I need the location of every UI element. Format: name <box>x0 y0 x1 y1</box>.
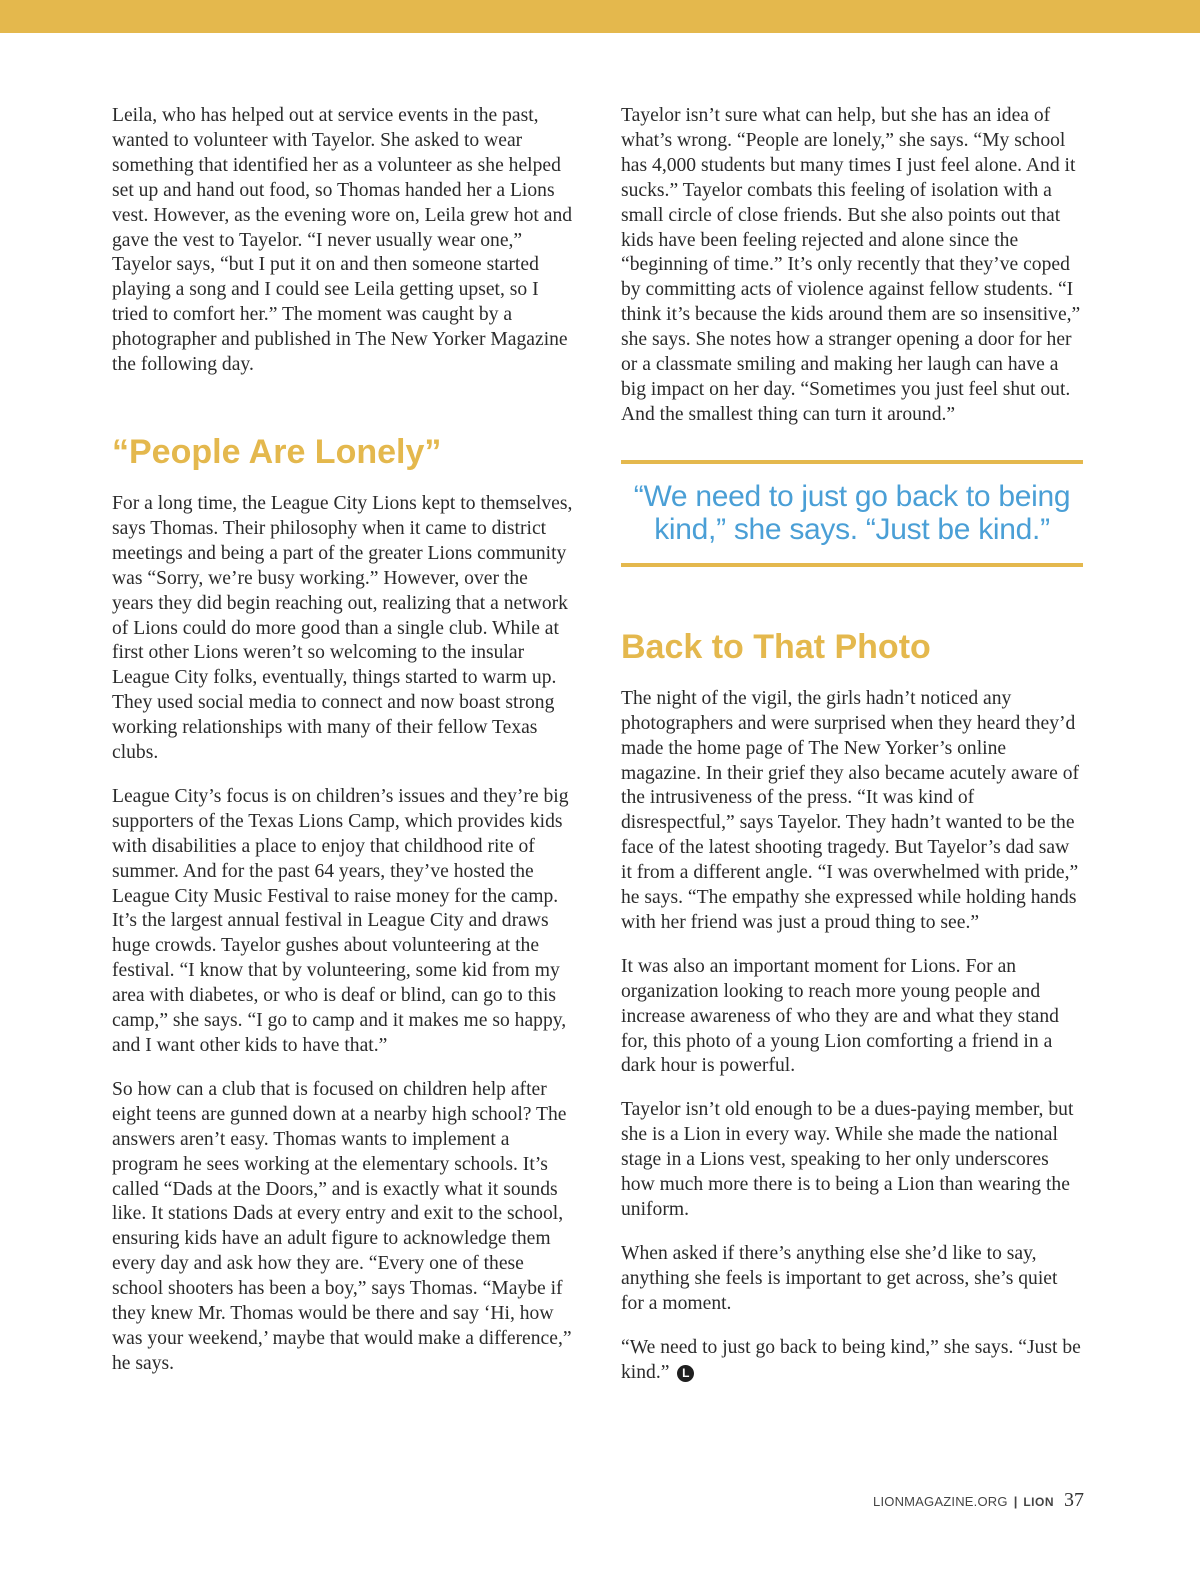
right-paragraph-1: Tayelor isn’t sure what can help, but she has an idea of what’s wrong. “People are lonely,” she says. “My school has 4,000 students but many times I just feel alone. And it sucks.” Tayelor combats this feeling of isolation with a small circle of close friends. But she also points out that kids have been feeling rejected and alone since the “beginning of time.” It’s only recently that they’ve coped by committing acts of violence against fellow students. “I think it’s because the kids around them are so insensitive,” she says. She notes how a stranger opening a door for her or a classmate smiling and making her laugh can have a big impact on her day. “Sometimes you just feel shut out. And the smallest thing can turn it around.” <box>621 105 1081 425</box>
right-paragraph-2: The night of the vigil, the girls hadn’t noticed any photographers and were surprised when they heard they’d made the home page of The New Yorker’s online magazine. In their grief they also became acutely aware of the intrusiveness of the press. “It was kind of disrespectful,” says Tayelor. They hadn’t wanted to be the face of the latest shooting tragedy. But Tayelor’s dad saw it from a different angle. “I was overwhelmed with pride,” he says. “The empathy she expressed while holding hands with her friend was just a proud thing to see.” <box>621 687 1080 933</box>
left-paragraph-1: Leila, who has helped out at service events in the past, wanted to volunteer with Tayelor. She asked to wear something that identified her as a volunteer as she helped set up and hand out food, so Thomas handed her a Lions vest. However, as the evening wore on, Leila grew hot and gave the vest to Tayelor. “I never usually wear one,” Tayelor says, “but I put it on and then someone started playing a song and I could see Leila getting upset, so I tried to comfort her.” The moment was caught by a photographer and published in The New Yorker Magazine the following day. <box>112 105 573 376</box>
left-paragraph-3: League City’s focus is on children’s issues and they’re big supporters of the Texas Lions Camp, which provides kids with disabilities a place to enjoy that childhood rite of summer. And for the past 64 years, they’ve hosted the League City Music Festival to raise money for the camp. It’s the largest annual festival in League City and draws huge crowds. Tayelor gushes about volunteering at the festival. “I know that by volunteering, some kid from my area with diabetes, or who is deaf or blind, can go to this camp,” she says. “I go to camp and it makes me so happy, and I want other kids to have that.” <box>112 785 569 1056</box>
left-paragraph-2: For a long time, the League City Lions kept to themselves, says Thomas. Their philosophy when it came to district meetings and being a part of the greater Lions community was “Sorry, we’re busy working.” However, over the years they did begin reaching out, realizing that a network of Lions could do more good than a single club. While at first other Lions weren’t so welcoming to the insular League City folks, eventually, things started to warm up. They used social media to connect and now boast strong working relationships with many of their fellow Texas clubs. <box>112 492 573 764</box>
pull-quote-text: “We need to just go back to being kind,” she says. “Just be kind.” <box>633 479 1071 546</box>
pull-quote <box>621 460 1083 567</box>
footer-magazine-name: LION <box>1023 1495 1054 1509</box>
section-heading-people-are-lonely: “People Are Lonely” <box>112 432 442 471</box>
footer-separator: | <box>1013 1494 1018 1509</box>
section-heading-back-to-that-photo: Back to That Photo <box>621 627 931 666</box>
right-paragraph-5: When asked if there’s anything else she’d like to say, anything she feels is important to get across, she’s quiet for a moment. <box>621 1242 1058 1314</box>
top-color-band <box>0 0 1200 33</box>
page-number: 37 <box>1064 1489 1084 1511</box>
right-paragraph-6 <box>621 1336 1083 1386</box>
lion-end-mark-icon: L <box>677 1365 694 1382</box>
left-column <box>112 104 574 1396</box>
right-paragraph-3: It was also an important moment for Lions. For an organization looking to reach more young people and increase awareness of who they are and what they stand for, this photo of a young Lion comforting a friend in a dark hour is powerful. <box>621 955 1059 1077</box>
closing-quote-text: “We need to just go back to being kind,” she says. “Just be kind.” <box>621 1336 1081 1383</box>
right-column <box>621 104 1083 1404</box>
right-paragraph-4: Tayelor isn’t old enough to be a dues-paying member, but she is a Lion in every way. While she made the national stage in a Lions vest, speaking to her only underscores how much more there is to being a Lion than wearing the uniform. <box>621 1099 1074 1220</box>
page-footer <box>873 1489 1084 1512</box>
left-paragraph-4: So how can a club that is focused on children help after eight teens are gunned down at a nearby high school? The answers aren’t easy. Thomas wants to implement a program he sees working at the elementary schools. It’s called “Dads at the Doors,” and is exactly what it sounds like. It stations Dads at every entry and exit to the school, ensuring kids have an adult figure to acknowledge them every day and ask how they are. “Every one of these school shooters has been a boy,” says Thomas. “Maybe if they knew Mr. Thomas would be there and say ‘Hi, how was your weekend,’ maybe that would make a difference,” he says. <box>112 1078 572 1374</box>
footer-site-url: LIONMAGAZINE.ORG <box>873 1494 1008 1509</box>
